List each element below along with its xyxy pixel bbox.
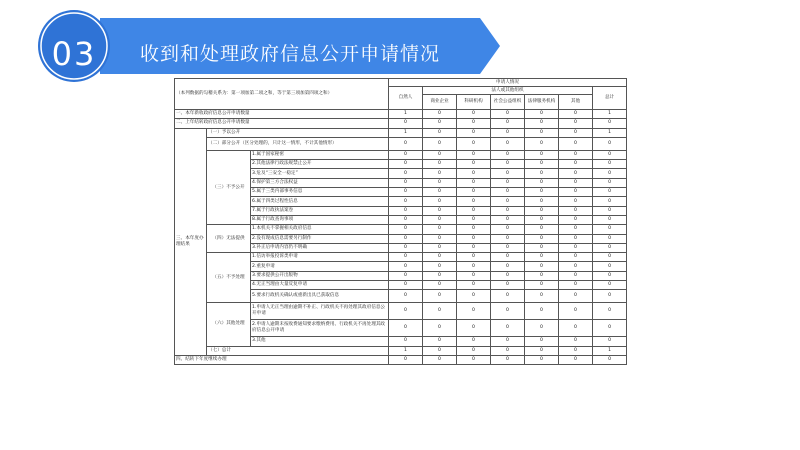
row-label: 4.保护第三方合法权益	[251, 178, 389, 187]
row-label: 四、结转下年度继续办理	[175, 355, 389, 364]
value-cell: 0	[423, 320, 457, 337]
value-cell: 0	[491, 337, 525, 346]
value-cell: 0	[457, 281, 491, 290]
row-label: 5.要求行政机关确认或重新出具已获取信息	[251, 290, 389, 303]
row-label: 3.补正后申请内容仍不明确	[251, 243, 389, 252]
value-cell: 0	[491, 271, 525, 280]
value-cell: 0	[457, 110, 491, 119]
value-cell: 0	[389, 137, 423, 150]
value-cell: 1	[389, 110, 423, 119]
value-cell: 0	[593, 188, 627, 197]
row-label: 1.申请人无正当理由逾期不补正、行政机关不再处理其政府信息公开申请	[251, 303, 389, 320]
value-cell: 0	[525, 188, 559, 197]
table-row	[175, 346, 627, 355]
row-label: 3.危及“三安全一稳定”	[251, 169, 389, 178]
value-cell: 0	[457, 355, 491, 364]
value-cell: 0	[491, 346, 525, 355]
value-cell: 0	[593, 271, 627, 280]
value-cell: 0	[559, 128, 593, 137]
value-cell: 0	[423, 206, 457, 215]
value-cell: 0	[559, 206, 593, 215]
value-cell: 0	[423, 303, 457, 320]
value-cell: 0	[491, 215, 525, 224]
value-cell: 0	[457, 169, 491, 178]
value-cell: 0	[491, 355, 525, 364]
value-cell: 0	[525, 271, 559, 280]
value-cell: 0	[593, 225, 627, 234]
value-cell: 0	[525, 160, 559, 169]
row-label: 一、本年新收政府信息公开申请数量	[175, 110, 389, 119]
row-label: 二、上年结转政府信息公开申请数量	[175, 119, 389, 128]
value-cell: 0	[457, 197, 491, 206]
value-cell: 0	[457, 303, 491, 320]
value-cell: 0	[593, 150, 627, 159]
value-cell: 0	[457, 243, 491, 252]
value-cell: 0	[559, 169, 593, 178]
value-cell: 0	[593, 253, 627, 262]
value-cell: 0	[457, 178, 491, 187]
value-cell: 0	[389, 169, 423, 178]
row-label: 5.属于三类内部事务信息	[251, 188, 389, 197]
value-cell: 0	[525, 234, 559, 243]
value-cell: 0	[491, 110, 525, 119]
header-research: 科研机构	[457, 95, 491, 110]
value-cell: 0	[491, 253, 525, 262]
value-cell: 0	[389, 178, 423, 187]
value-cell: 0	[559, 271, 593, 280]
row-label: 2.申请人逾期未按收费通知要求缴纳费用、行政机关不再处理其政府信息公开申请	[251, 320, 389, 337]
value-cell: 0	[389, 225, 423, 234]
value-cell: 0	[457, 137, 491, 150]
header-legal-service: 法律服务机构	[525, 95, 559, 110]
value-cell: 0	[457, 290, 491, 303]
group-label: （四）无法提供	[207, 225, 251, 253]
value-cell: 0	[389, 303, 423, 320]
value-cell: 0	[593, 262, 627, 271]
value-cell: 0	[593, 160, 627, 169]
value-cell: 1	[593, 346, 627, 355]
value-cell: 0	[525, 110, 559, 119]
value-cell: 1	[593, 128, 627, 137]
value-cell: 1	[389, 346, 423, 355]
header-enterprise: 商业企业	[423, 95, 457, 110]
table-row	[175, 110, 627, 119]
value-cell: 0	[389, 262, 423, 271]
statistics-table	[174, 78, 626, 365]
value-cell: 0	[559, 188, 593, 197]
value-cell: 0	[389, 320, 423, 337]
table-row	[175, 137, 627, 150]
value-cell: 0	[491, 281, 525, 290]
value-cell: 0	[525, 290, 559, 303]
group-label: （三）不予公开	[207, 150, 251, 224]
value-cell: 0	[457, 271, 491, 280]
value-cell: 0	[593, 137, 627, 150]
section-label: 三、本年度办理结果	[175, 128, 207, 355]
value-cell: 0	[593, 234, 627, 243]
value-cell: 0	[389, 337, 423, 346]
value-cell: 0	[559, 320, 593, 337]
value-cell: 0	[491, 243, 525, 252]
value-cell: 0	[525, 178, 559, 187]
value-cell: 0	[423, 188, 457, 197]
value-cell: 0	[593, 206, 627, 215]
value-cell: 0	[423, 178, 457, 187]
table-row	[175, 128, 627, 137]
value-cell: 0	[423, 128, 457, 137]
value-cell: 0	[423, 234, 457, 243]
value-cell: 0	[423, 225, 457, 234]
value-cell: 0	[559, 346, 593, 355]
value-cell: 0	[525, 355, 559, 364]
value-cell: 0	[423, 169, 457, 178]
row-label: 7.属于行政执法案卷	[251, 206, 389, 215]
value-cell: 0	[423, 262, 457, 271]
value-cell: 0	[559, 215, 593, 224]
value-cell: 0	[389, 281, 423, 290]
row-label: 3.要求提供公开出版物	[251, 271, 389, 280]
value-cell: 0	[491, 178, 525, 187]
value-cell: 0	[559, 160, 593, 169]
value-cell: 0	[525, 215, 559, 224]
value-cell: 0	[457, 262, 491, 271]
value-cell: 0	[593, 320, 627, 337]
value-cell: 0	[525, 128, 559, 137]
value-cell: 0	[389, 150, 423, 159]
value-cell: 0	[559, 150, 593, 159]
group-label: （六）其他处理	[207, 303, 251, 346]
value-cell: 0	[389, 355, 423, 364]
value-cell: 0	[593, 303, 627, 320]
value-cell: 0	[423, 253, 457, 262]
value-cell: 0	[559, 355, 593, 364]
value-cell: 0	[559, 262, 593, 271]
value-cell: 0	[457, 119, 491, 128]
row-label: 1.属于国家秘密	[251, 150, 389, 159]
value-cell: 0	[389, 243, 423, 252]
value-cell: 0	[525, 225, 559, 234]
row-label: 3.其他	[251, 337, 389, 346]
value-cell: 0	[593, 119, 627, 128]
row-label: 1.信访举报投诉类申请	[251, 253, 389, 262]
value-cell: 0	[457, 320, 491, 337]
value-cell: 0	[423, 119, 457, 128]
row-label: 2.其他法律行政法规禁止公开	[251, 160, 389, 169]
value-cell: 0	[559, 119, 593, 128]
value-cell: 0	[593, 337, 627, 346]
value-cell: 0	[491, 150, 525, 159]
value-cell: 0	[525, 303, 559, 320]
row-label: 8.属于行政查询事项	[251, 215, 389, 224]
value-cell: 0	[525, 243, 559, 252]
value-cell: 0	[491, 206, 525, 215]
value-cell: 0	[389, 188, 423, 197]
value-cell: 0	[559, 225, 593, 234]
value-cell: 0	[559, 253, 593, 262]
value-cell: 0	[389, 234, 423, 243]
value-cell: 0	[491, 169, 525, 178]
section-banner	[0, 10, 800, 82]
value-cell: 0	[491, 234, 525, 243]
header-other: 其他	[559, 95, 593, 110]
row-label: 6.属于四类过程性信息	[251, 197, 389, 206]
value-cell: 0	[491, 262, 525, 271]
table-row	[175, 355, 627, 364]
value-cell: 0	[423, 271, 457, 280]
value-cell: 0	[389, 119, 423, 128]
value-cell: 0	[457, 160, 491, 169]
value-cell: 0	[389, 206, 423, 215]
value-cell: 0	[457, 188, 491, 197]
value-cell: 0	[559, 290, 593, 303]
value-cell: 0	[559, 243, 593, 252]
value-cell: 0	[457, 225, 491, 234]
value-cell: 0	[559, 303, 593, 320]
table-row	[175, 150, 627, 159]
value-cell: 0	[423, 290, 457, 303]
value-cell: 0	[525, 320, 559, 337]
section-title: 收到和处理政府信息公开申请情况	[140, 43, 441, 65]
value-cell: 0	[525, 119, 559, 128]
value-cell: 0	[559, 281, 593, 290]
value-cell: 0	[593, 290, 627, 303]
header-applicant: 申请人情况	[389, 79, 627, 87]
header-legal-group: 法人或其他组织	[423, 87, 593, 95]
value-cell: 0	[457, 215, 491, 224]
group-label: （五）不予处理	[207, 253, 251, 303]
value-cell: 0	[593, 243, 627, 252]
value-cell: 0	[525, 169, 559, 178]
section-number: 03	[51, 35, 97, 73]
value-cell: 0	[491, 290, 525, 303]
value-cell: 0	[423, 110, 457, 119]
table-row	[175, 119, 627, 128]
value-cell: 0	[593, 215, 627, 224]
value-cell: 0	[423, 215, 457, 224]
value-cell: 0	[389, 160, 423, 169]
value-cell: 0	[525, 253, 559, 262]
value-cell: 0	[525, 137, 559, 150]
value-cell: 0	[593, 355, 627, 364]
header-social: 社会公益组织	[491, 95, 525, 110]
row-label: （二）部分公开（区分处理的，只计这一情形，不计其他情形）	[207, 137, 389, 150]
row-label: （一）予以公开	[207, 128, 389, 137]
value-cell: 0	[389, 253, 423, 262]
value-cell: 0	[491, 197, 525, 206]
value-cell: 0	[559, 337, 593, 346]
value-cell: 0	[389, 271, 423, 280]
value-cell: 0	[593, 281, 627, 290]
value-cell: 0	[423, 137, 457, 150]
table-row	[175, 225, 627, 234]
value-cell: 0	[525, 337, 559, 346]
value-cell: 0	[457, 234, 491, 243]
value-cell: 0	[491, 160, 525, 169]
value-cell: 0	[559, 137, 593, 150]
value-cell: 0	[389, 197, 423, 206]
row-label: 4.无正当理由大量反复申请	[251, 281, 389, 290]
value-cell: 0	[525, 262, 559, 271]
header-note: （本列数据的勾稽关系为：第一项加第二项之和，等于第三项加第四项之和）	[175, 79, 389, 110]
value-cell: 0	[559, 110, 593, 119]
value-cell: 0	[457, 337, 491, 346]
value-cell: 0	[457, 128, 491, 137]
value-cell: 0	[423, 346, 457, 355]
value-cell: 1	[593, 110, 627, 119]
value-cell: 0	[491, 137, 525, 150]
value-cell: 0	[525, 281, 559, 290]
value-cell: 0	[593, 197, 627, 206]
value-cell: 0	[423, 160, 457, 169]
value-cell: 0	[491, 225, 525, 234]
value-cell: 0	[423, 243, 457, 252]
row-label: （七）总计	[207, 346, 389, 355]
value-cell: 0	[491, 320, 525, 337]
value-cell: 0	[491, 119, 525, 128]
value-cell: 0	[491, 128, 525, 137]
value-cell: 0	[525, 346, 559, 355]
header-natural-person: 自然人	[389, 87, 423, 110]
value-cell: 0	[457, 206, 491, 215]
row-label: 2.没有现成信息需要另行制作	[251, 234, 389, 243]
value-cell: 0	[525, 150, 559, 159]
value-cell: 0	[423, 150, 457, 159]
row-label: 1.本机关不掌握相关政府信息	[251, 225, 389, 234]
value-cell: 0	[457, 346, 491, 355]
value-cell: 0	[559, 178, 593, 187]
value-cell: 0	[593, 169, 627, 178]
row-label: 2.重复申请	[251, 262, 389, 271]
value-cell: 0	[491, 303, 525, 320]
value-cell: 0	[423, 281, 457, 290]
value-cell: 0	[457, 150, 491, 159]
value-cell: 0	[423, 355, 457, 364]
value-cell: 0	[457, 253, 491, 262]
value-cell: 0	[389, 290, 423, 303]
value-cell: 0	[593, 178, 627, 187]
value-cell: 0	[389, 215, 423, 224]
value-cell: 0	[491, 188, 525, 197]
header-total: 总计	[593, 87, 627, 110]
value-cell: 0	[423, 197, 457, 206]
value-cell: 0	[525, 197, 559, 206]
value-cell: 1	[389, 128, 423, 137]
value-cell: 0	[423, 337, 457, 346]
value-cell: 0	[559, 197, 593, 206]
table-row	[175, 303, 627, 320]
value-cell: 0	[559, 234, 593, 243]
value-cell: 0	[525, 206, 559, 215]
table-row	[175, 253, 627, 262]
